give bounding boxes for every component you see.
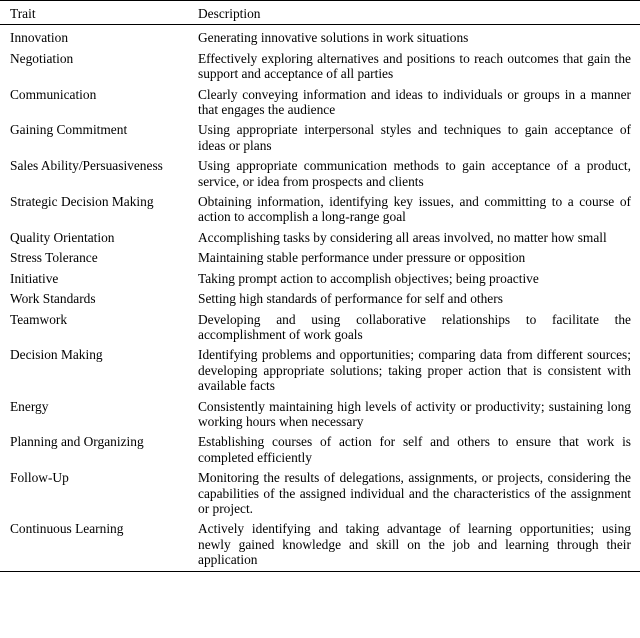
table-row xyxy=(0,394,640,430)
description-cell: Actively identifying and taking advantage of learning opportunities; using newly gained knowledge and skill on the job and learning through their application xyxy=(198,516,640,571)
description-cell: Clearly conveying information and ideas to individuals or groups in a manner that engages the audience xyxy=(198,86,631,118)
trait-column-header: Trait xyxy=(0,1,198,25)
trait-cell: Energy xyxy=(10,398,49,414)
trait-cell: Initiative xyxy=(10,270,59,286)
trait-cell: Follow-Up xyxy=(10,470,69,486)
description-cell: Accomplishing tasks by considering all areas involved, no matter how small xyxy=(198,229,607,245)
table-row xyxy=(0,189,640,225)
trait-cell: Communication xyxy=(10,86,97,102)
table-row xyxy=(0,307,640,343)
trait-cell: Innovation xyxy=(10,30,69,46)
table-row xyxy=(0,429,640,465)
header-row xyxy=(0,1,640,25)
description-cell: Obtaining information, identifying key issues, and committing to a course of action to accomplish a long-range goal xyxy=(198,194,631,225)
description-cell: Establishing courses of action for self and others to ensure that work is completed efficiently xyxy=(198,434,631,465)
table-header xyxy=(0,1,640,25)
table-row xyxy=(0,465,640,516)
description-cell: Developing and using collaborative relationships to facilitate the accomplishment of work goals xyxy=(198,311,631,342)
trait-cell: Strategic Decision Making xyxy=(10,194,154,210)
trait-cell: Quality Orientation xyxy=(10,229,115,245)
description-cell: Using appropriate communication methods to gain acceptance of a product, service, or idea from prospects and clients xyxy=(198,158,631,189)
table-row xyxy=(0,342,640,393)
description-cell: Monitoring the results of delegations, assignments, or projects, considering the capabilities of the assigned individual and the characteristics of the assignment or project. xyxy=(198,470,631,516)
description-cell: Maintaining stable performance under pressure or opposition xyxy=(198,250,526,266)
table-row xyxy=(0,82,640,118)
trait-cell: Stress Tolerance xyxy=(10,250,98,266)
trait-cell: Teamwork xyxy=(10,311,68,327)
table-row xyxy=(0,245,640,265)
trait-cell: Sales Ability/Persuasiveness xyxy=(10,158,163,174)
table-body xyxy=(0,25,640,571)
trait-cell: Work Standards xyxy=(10,291,96,307)
description-cell: Setting high standards of performance for self and others xyxy=(198,291,503,307)
description-cell: Generating innovative solutions in work situations xyxy=(198,30,469,46)
table-row xyxy=(0,266,640,286)
table-row xyxy=(0,153,640,189)
trait-cell: Continuous Learning xyxy=(0,516,198,571)
description-cell: Using appropriate interpersonal styles and techniques to gain acceptance of ideas or plans xyxy=(198,122,631,153)
table-row xyxy=(0,225,640,245)
description-cell: Taking prompt action to accomplish objectives; being proactive xyxy=(198,270,539,286)
description-cell: Consistently maintaining high levels of activity or productivity; sustaining long working hours when necessary xyxy=(198,398,631,429)
table-row xyxy=(0,25,640,46)
table-row xyxy=(0,286,640,306)
table-row xyxy=(0,516,640,571)
description-cell: Identifying problems and opportunities; comparing data from different sources; developing appropriate solutions; taking proper action that is consistent with available facts xyxy=(198,347,631,394)
description-cell: Effectively exploring alternatives and positions to reach outcomes that gain the support and acceptance of all parties xyxy=(198,50,631,82)
trait-cell: Decision Making xyxy=(10,347,103,363)
trait-cell: Negotiation xyxy=(10,50,74,66)
description-column-header: Description xyxy=(198,1,640,25)
trait-cell: Planning and Organizing xyxy=(10,434,144,450)
trait-cell: Gaining Commitment xyxy=(10,122,128,138)
table-row xyxy=(0,117,640,153)
table-row xyxy=(0,46,640,82)
